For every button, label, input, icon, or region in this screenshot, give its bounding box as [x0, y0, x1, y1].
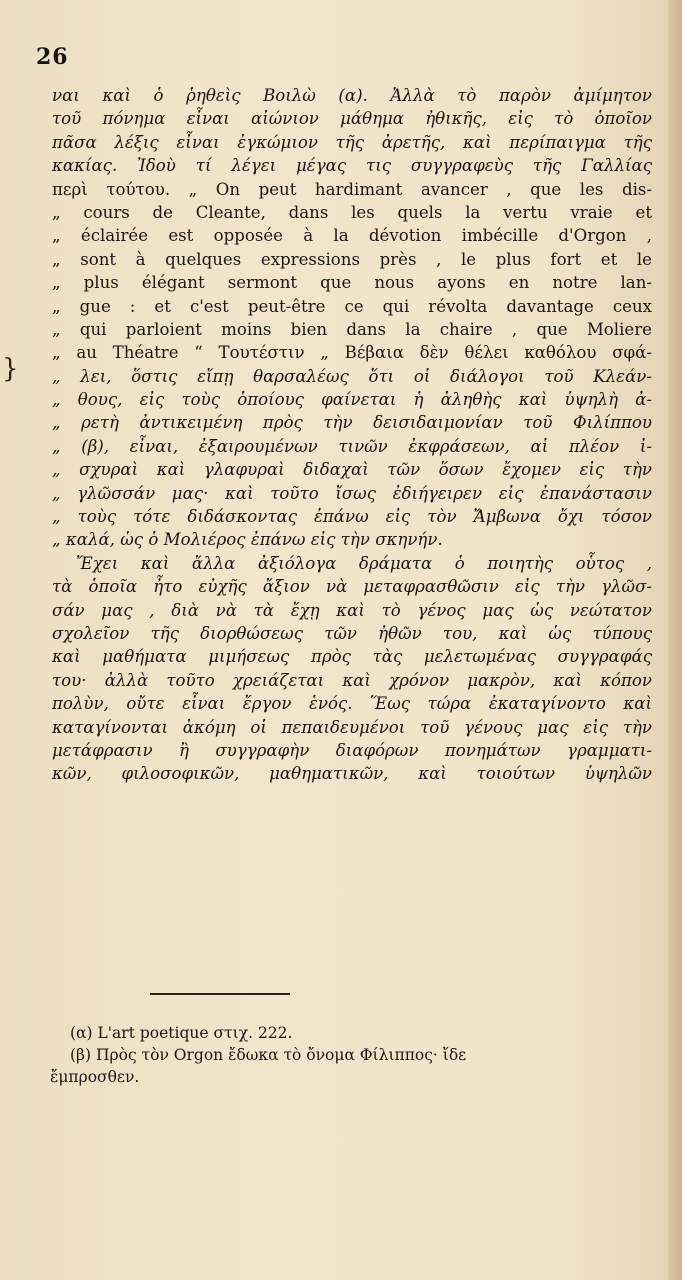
page-number: 26 [36, 44, 69, 70]
text-line: πολὺν, οὔτε εἶναι ἔργον ἑνός. Ἕως τώρα ἐκαταγίνοντο καὶ [52, 694, 652, 714]
text-line: „ (β), εἶναι, ἐξαιρουμένων τινῶν ἐκφράσεων, αἱ πλέον ἰ- [52, 436, 652, 456]
text-line: „ σχυραὶ καὶ γλαφυραὶ διδαχαὶ τῶν ὅσων ἔχομεν εἰς τὴν [52, 460, 652, 480]
text-line: μετάφρασιν ἢ συγγραφὴν διαφόρων πονημάτων γραμματι- [52, 740, 652, 760]
margin-brace-mark: } [2, 354, 19, 384]
page-edge [668, 0, 682, 1280]
text-line: „ éclairée est opposée à la dévotion imbécille d'Orgon , [52, 226, 652, 246]
text-line: περὶ τούτου. „ On peut hardimant avancer , que les dis- [52, 179, 652, 199]
text-line: κῶν, φιλοσοφικῶν, μαθηματικῶν, καὶ τοιούτων ὑψηλῶν [52, 764, 652, 784]
text-line: „ θους, εἰς τοὺς ὁποίους φαίνεται ἡ ἀληθὴς καὶ ὑψηλὴ ἀ- [52, 390, 652, 410]
text-line: σχολεῖον τῆς διορθώσεως τῶν ἠθῶν του, καὶ ὡς τύπους [52, 623, 652, 643]
text-line: „ qui parloient moins bien dans la chaire , que Moliere [52, 319, 652, 339]
footnote-separator [150, 993, 290, 995]
text-line: τὰ ὁποῖα ἦτο εὐχῆς ἄξιον νὰ μεταφρασθῶσιν εἰς τὴν γλῶσ- [52, 577, 652, 597]
text-line: καταγίνονται ἀκόμη οἱ πεπαιδευμένοι τοῦ γένους μας εἰς τὴν [52, 717, 652, 737]
footnote-b-continuation: ἔμπροσθεν. [50, 1068, 140, 1086]
text-line: „ ρετὴ ἀντικειμένη πρὸς τὴν δεισιδαιμονίαν τοῦ Φιλίππου [52, 413, 652, 433]
body-text [52, 84, 652, 786]
text-line: τοῦ πόνημα εἶναι αἰώνιον μάθημα ἠθικῆς, εἰς τὸ ὁποῖον [52, 109, 652, 129]
text-line: „ sont à quelques expressions près , le plus fort et le [52, 249, 652, 269]
text-line: „ gue : et c'est peut-être ce qui révolta davantage ceux [52, 296, 652, 316]
text-line: „ καλά, ὡς ὁ Μολιέρος ἐπάνω εἰς τὴν σκηνήν. [52, 530, 443, 550]
footnote-a: (α) L'art poetique στιχ. 222. [70, 1024, 293, 1042]
text-line: καὶ μαθήματα μιμήσεως πρὸς τὰς μελετωμένας συγγραφάς [52, 647, 652, 667]
text-line: ναι καὶ ὁ ῥηθεὶς Βοιλὼ (α). Ἀλλὰ τὸ παρὸν ἀμίμητον [52, 86, 652, 105]
text-line: „ plus élégant sermont que nous ayons en notre lan- [52, 273, 652, 293]
text-line: σάν μας , διὰ νὰ τὰ ἔχῃ καὶ τὸ γένος μας ὡς νεώτατον [52, 600, 652, 620]
text-line: „ τοὺς τότε διδάσκοντας ἐπάνω εἰς τὸν Ἄμβωνα ὄχι τόσον [52, 507, 652, 527]
footnotes [50, 1022, 630, 1088]
text-line: κακίας. Ἰδοὺ τί λέγει μέγας τις συγγραφεὺς τῆς Γαλλίας [52, 156, 652, 176]
footnote-b: (β) Πρὸς τὸν Orgon ἔδωκα τὸ ὄνομα Φίλιππος· ἴδε [70, 1046, 467, 1064]
text-line: „ λει, ὅστις εἴπῃ θαρσαλέως ὅτι οἱ διάλογοι τοῦ Κλεάν- [52, 366, 652, 386]
text-line: „ γλῶσσάν μας· καὶ τοῦτο ἴσως ἐδιήγειρεν εἰς ἐπανάστασιν [52, 483, 652, 503]
text-line: „ au Théatre “ Τουτέστιν „ Βέβαια δὲν θέλει καθόλου σφά- [52, 343, 652, 363]
text-line: „ cours de Cleante, dans les quels la vertu vraie et [52, 202, 652, 222]
text-line: Ἔχει καὶ ἄλλα ἀξιόλογα δράματα ὁ ποιητὴς οὗτος , [76, 553, 652, 573]
text-line: πᾶσα λέξις εἶναι ἐγκώμιον τῆς ἀρετῆς, καὶ περίπαιγμα τῆς [52, 132, 652, 152]
text-line: του· ἀλλὰ τοῦτο χρειάζεται καὶ χρόνον μακρὸν, καὶ κόπον [52, 670, 652, 690]
